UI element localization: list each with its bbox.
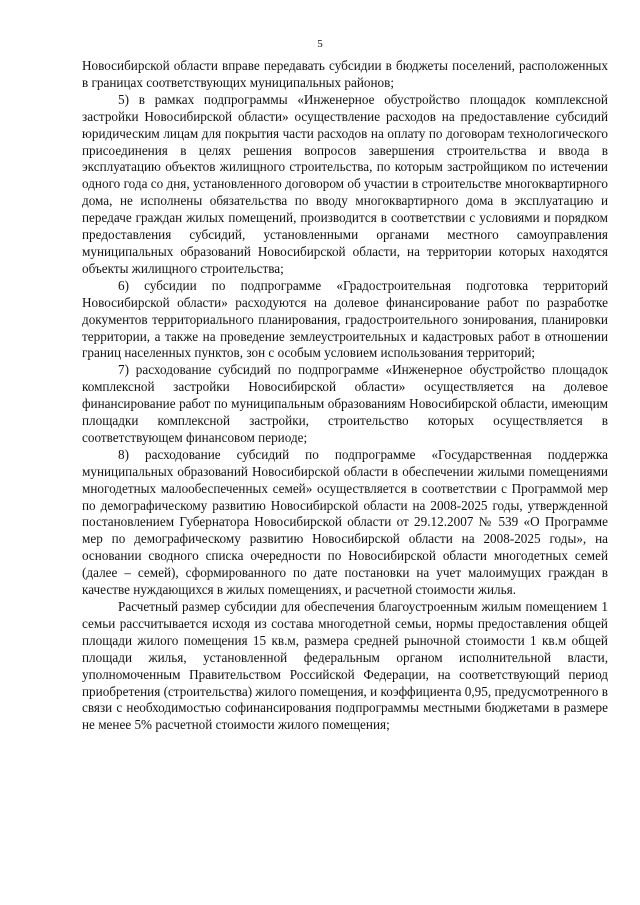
paragraph-item-8: 8) расходование субсидий по подпрограмме «Государственная поддержка муниципальных образований Новосибирской области в обеспечении жилыми помещениями многодетных малообеспеченных семей» осуществляется в соответствии с Программой мер по демографическому развитию Новосибирской области на 2008-2025 годы, утвержденной постановлением Губернатора Новосибирской области от 29.12.2007 № 539 «О Программе мер по демографическому развитию Новосибирской области на 2008-2025 годы», на основании сводного списка очередности по Новосибирской области многодетных семей (далее – семей), сформированного по дате постановки на учет малоимущих граждан в качестве нуждающихся в жилых помещениях, и расчетной стоимости жилья. — [82, 446, 608, 598]
paragraph-continuation: Новосибирской области вправе передавать субсидии в бюджеты поселений, расположенных в границах соответствующих муниципальных районов; — [82, 58, 608, 90]
paragraph-item-6: 6) субсидии по подпрограмме «Градостроительная подготовка территорий Новосибирской области» расходуются на долевое финансирование работ по разработке документов территориального планирования, градостроительного зонирования, планировки территории, а также на проведение землеустроительных и кадастровых работ в отношении границ населенных пунктов, зон с особым условием использования территорий; — [82, 277, 608, 361]
paragraph-item-7: 7) расходование субсидий по подпрограмме «Инженерное обустройство площадок комплексной застройки Новосибирской области» осуществляется на долевое финансирование работ по муниципальным образованиям Новосибирской области, имеющим площадки комплексной застройки, строительство которых осуществляется в соответствующем финансовом периоде; — [82, 362, 608, 445]
page-number: 5 — [317, 38, 323, 50]
paragraph-item-5: 5) в рамках подпрограммы «Инженерное обустройство площадок комплексной застройки Новосибирской области» осуществление расходов на предоставление субсидий юридическим лицам для покрытия части расходов на оплату по договорам технологического присоединения в целях решения вопросов завершения строительства и ввода в эксплуатацию объектов жилищного строительства, по которым застройщиком по истечении одного года со дня, установленного договором об участии в строительстве многоквартирного дома, не исполнены обязательства по вводу многоквартирного дома в эксплуатацию и передаче граждан жилых помещений, производится в соответствии с условиями и порядком предоставления субсидий, установленными органами местного самоуправления муниципальных образований Новосибирской области, на территории которых находятся объекты жилищного строительства; — [82, 91, 608, 276]
document-body — [82, 58, 608, 734]
paragraph-subsidy-calculation: Расчетный размер субсидии для обеспечения благоустроенным жилым помещением 1 семьи рассчитывается исходя из состава многодетной семьи, нормы предоставления общей площади жилого помещения 15 кв.м, размера средней рыночной стоимости 1 кв.м общей площади жилья, установленной федеральным органом исполнительной власти, уполномоченным Правительством Российской Федерации, на соответствующий период приобретения (строительства) жилого помещения, и коэффициента 0,95, предусмотренного в связи с необходимостью софинансирования подпрограммы местными бюджетами в размере не менее 5% расчетной стоимости жилого помещения; — [82, 599, 608, 733]
